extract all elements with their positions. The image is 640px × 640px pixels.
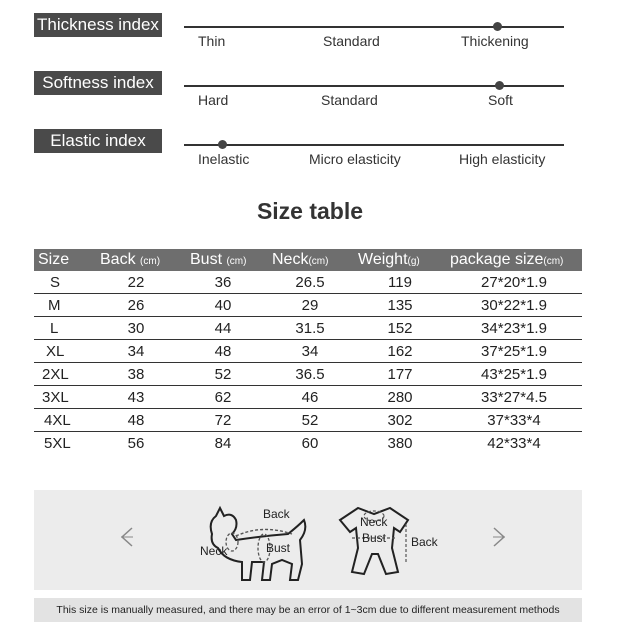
cell-neck: 36.5 <box>266 363 354 386</box>
cell-back: 56 <box>127 434 145 452</box>
size-table-body <box>34 271 582 454</box>
cell-weight: 177 <box>354 363 446 386</box>
size-table-title: Size table <box>256 198 364 224</box>
header-weight: Weight(g) <box>354 249 446 271</box>
garment-bust-label: Bust <box>362 531 387 545</box>
elastic-option-micro: Micro elasticity <box>309 151 401 167</box>
cell-size: L <box>34 317 92 340</box>
cell-size: 4XL <box>34 409 92 432</box>
cell-package-size: 37*25*1.9 <box>446 340 582 363</box>
cell-bust: 44 <box>180 317 266 340</box>
cell-package-size: 37*33*4 <box>446 409 582 432</box>
cell-back: 38 <box>92 363 180 386</box>
cell-back: 26 <box>92 294 180 317</box>
thickness-option-thin: Thin <box>198 33 226 49</box>
elastic-option-high: High elasticity <box>459 151 546 167</box>
cell-weight: 135 <box>354 294 446 317</box>
measurement-note: This size is manually measured, and there may be an error of 1~3cm due to different measurement methods <box>34 598 582 622</box>
table-row <box>34 432 582 455</box>
cell-neck: 52 <box>266 409 354 432</box>
cell-back: 22 <box>92 271 180 294</box>
cell-back: 43 <box>92 386 180 409</box>
cell-neck: 60 <box>301 434 319 452</box>
table-row <box>34 294 582 317</box>
cell-weight: 162 <box>354 340 446 363</box>
thickness-option-standard: Standard <box>323 33 380 49</box>
cell-package-size: 27*20*1.9 <box>446 271 582 294</box>
cell-neck: 26.5 <box>266 271 354 294</box>
header-back: Back (cm) <box>92 249 180 271</box>
cell-neck: 46 <box>266 386 354 409</box>
cell-neck: 29 <box>266 294 354 317</box>
garment-back-label: Back <box>411 535 438 549</box>
cell-bust: 36 <box>180 271 266 294</box>
cell-back: 34 <box>92 340 180 363</box>
cell-size: M <box>34 294 92 317</box>
header-bust: Bust (cm) <box>180 249 266 271</box>
cell-size: 5XL <box>44 434 71 452</box>
elastic-option-inelastic: Inelastic <box>198 151 250 167</box>
cell-neck: 34 <box>266 340 354 363</box>
measurement-diagram <box>34 490 582 590</box>
elastic-index-marker <box>218 140 227 149</box>
softness-option-standard: Standard <box>321 92 378 108</box>
table-row <box>34 409 582 432</box>
cell-bust: 48 <box>180 340 266 363</box>
cell-bust: 72 <box>180 409 266 432</box>
next-arrow-icon[interactable] <box>490 526 508 554</box>
garment-neck-label: Neck <box>360 515 388 529</box>
cell-weight: 302 <box>354 409 446 432</box>
cell-back: 30 <box>92 317 180 340</box>
dog-neck-label: Neck <box>200 544 228 558</box>
elastic-index-label: Elastic index <box>34 129 162 153</box>
cell-size: 3XL <box>34 386 92 409</box>
cell-package-size: 42*33*4 <box>487 434 541 452</box>
cell-package-size: 33*27*4.5 <box>446 386 582 409</box>
cell-size: S <box>34 271 92 294</box>
softness-index-marker <box>495 81 504 90</box>
thickness-option-thickening: Thickening <box>461 33 529 49</box>
cell-weight: 280 <box>354 386 446 409</box>
elastic-index-track <box>184 144 564 146</box>
cell-size: XL <box>34 340 92 363</box>
header-size: Size <box>34 249 92 271</box>
cell-bust: 52 <box>180 363 266 386</box>
cell-bust: 84 <box>214 434 232 452</box>
cell-bust: 40 <box>180 294 266 317</box>
cell-package-size: 43*25*1.9 <box>446 363 582 386</box>
cell-weight: 380 <box>387 434 413 452</box>
table-row <box>34 317 582 340</box>
cell-size: 2XL <box>34 363 92 386</box>
header-package-size: package size(cm) <box>446 249 582 271</box>
thickness-index-label: Thickness index <box>34 13 162 37</box>
table-row <box>34 340 582 363</box>
softness-option-hard: Hard <box>198 92 229 108</box>
softness-index-track <box>184 85 564 87</box>
thickness-index-track <box>184 26 564 28</box>
size-table <box>34 249 582 454</box>
cell-weight: 119 <box>354 271 446 294</box>
cell-package-size: 34*23*1.9 <box>446 317 582 340</box>
softness-option-soft: Soft <box>488 92 513 108</box>
table-row <box>34 363 582 386</box>
cell-back: 48 <box>92 409 180 432</box>
cell-weight: 152 <box>354 317 446 340</box>
header-neck: Neck(cm) <box>266 249 354 271</box>
cell-package-size: 30*22*1.9 <box>446 294 582 317</box>
size-table-header-row <box>34 249 582 271</box>
dog-back-label: Back <box>263 507 290 521</box>
prev-arrow-icon[interactable] <box>118 526 136 554</box>
table-row <box>34 271 582 294</box>
dog-bust-label: Bust <box>266 541 291 555</box>
softness-index-label: Softness index <box>34 71 162 95</box>
cell-bust: 62 <box>180 386 266 409</box>
cell-neck: 31.5 <box>266 317 354 340</box>
thickness-index-marker <box>493 22 502 31</box>
table-row <box>34 386 582 409</box>
